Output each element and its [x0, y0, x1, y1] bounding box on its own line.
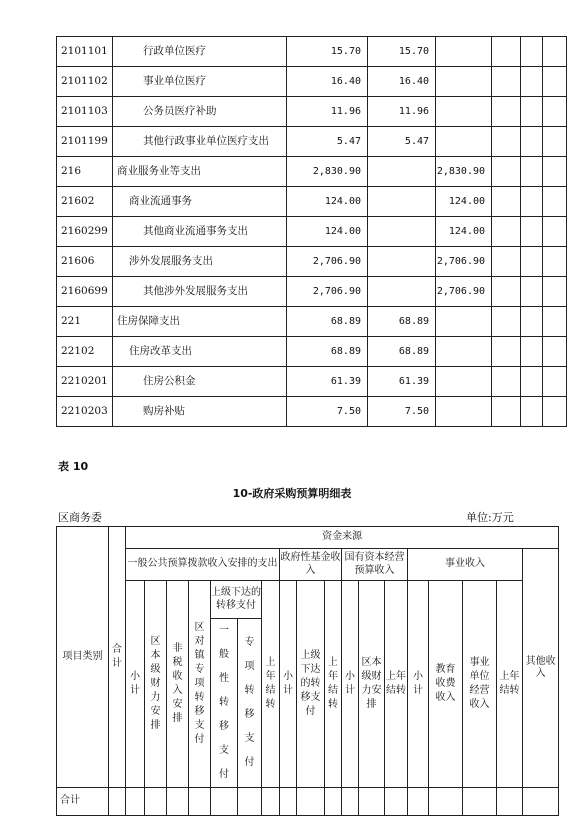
row-code: 216	[57, 157, 113, 187]
row-code: 22102	[57, 337, 113, 367]
row-general: 16.40	[368, 67, 436, 97]
row-name: 商业服务业等支出	[113, 157, 287, 187]
table-row	[57, 307, 567, 337]
row-fund: 2,706.90	[436, 247, 492, 277]
header-education-fee: 教育收费收入	[429, 581, 463, 788]
row-fund: 2,706.90	[436, 277, 492, 307]
table-row	[57, 217, 567, 247]
row-general: 68.89	[368, 337, 436, 367]
header-superior-transfer: 上级下达的转移支付	[211, 581, 262, 619]
header-district-finance: 区本级财力安排	[145, 581, 167, 788]
row-total: 5.47	[287, 127, 368, 157]
expense-table	[56, 36, 567, 427]
row-general: 61.39	[368, 367, 436, 397]
row-name: 公务员医疗补助	[113, 97, 287, 127]
row-fund	[436, 397, 492, 427]
row-name: 行政单位医疗	[113, 37, 287, 67]
row-general: 5.47	[368, 127, 436, 157]
row-code: 2160299	[57, 217, 113, 247]
row-name: 其他商业流通事务支出	[113, 217, 287, 247]
unit-label: 单位:万元	[466, 511, 514, 524]
header-gp-carryover: 上年结转	[262, 581, 280, 788]
header-institution-income: 事业收入	[408, 549, 523, 581]
row-name: 住房改革支出	[113, 337, 287, 367]
row-name: 其他涉外发展服务支出	[113, 277, 287, 307]
header-funding-source: 资金来源	[126, 527, 559, 549]
row-code: 2101199	[57, 127, 113, 157]
row-fund: 124.00	[436, 187, 492, 217]
department-label: 区商务委	[58, 511, 102, 524]
row-general: 15.70	[368, 37, 436, 67]
row-total: 124.00	[287, 187, 368, 217]
row-fund	[436, 97, 492, 127]
row-total: 11.96	[287, 97, 368, 127]
row-name: 涉外发展服务支出	[113, 247, 287, 277]
row-general: 68.89	[368, 307, 436, 337]
row-fund	[436, 67, 492, 97]
header-sc-carryover: 上年结转	[385, 581, 408, 788]
row-total: 61.39	[287, 367, 368, 397]
table-row	[57, 157, 567, 187]
row-general: 11.96	[368, 97, 436, 127]
row-fund	[436, 367, 492, 397]
table-row	[57, 247, 567, 277]
table-row	[57, 37, 567, 67]
row-code: 2101101	[57, 37, 113, 67]
row-fund	[436, 37, 492, 67]
table-number-label: 表 10	[58, 460, 89, 473]
header-general-public: 一般公共预算拨款收入安排的支出	[126, 549, 280, 581]
row-general	[368, 157, 436, 187]
row-fund: 2,830.90	[436, 157, 492, 187]
row-code: 2210203	[57, 397, 113, 427]
header-gf-carryover: 上年结转	[325, 581, 342, 788]
row-general: 7.50	[368, 397, 436, 427]
header-gf-subtotal: 小计	[280, 581, 297, 788]
row-total: 7.50	[287, 397, 368, 427]
header-operating-income: 事业单位经营收入	[463, 581, 497, 788]
header-gp-subtotal: 小计	[126, 581, 145, 788]
table-row	[57, 97, 567, 127]
row-name: 住房公积金	[113, 367, 287, 397]
row-total: 124.00	[287, 217, 368, 247]
header-general-transfer: 一般性转移支付	[211, 619, 238, 788]
header-gf-superior-transfer: 上级下达的转移支付	[297, 581, 325, 788]
page-title: 10-政府采购预算明细表	[232, 487, 352, 500]
header-nontax: 非税收入安排	[167, 581, 189, 788]
row-general	[368, 277, 436, 307]
table-row	[57, 277, 567, 307]
header-sc-subtotal: 小计	[342, 581, 359, 788]
header-gov-fund: 政府性基金收入	[280, 549, 342, 581]
row-name: 商业流通事务	[113, 187, 287, 217]
row-code: 2160699	[57, 277, 113, 307]
row-fund	[436, 307, 492, 337]
row-name: 购房补贴	[113, 397, 287, 427]
row-general	[368, 217, 436, 247]
row-total: 16.40	[287, 67, 368, 97]
row-fund	[436, 127, 492, 157]
row-name: 其他行政事业单位医疗支出	[113, 127, 287, 157]
row-code: 221	[57, 307, 113, 337]
header-project-category: 项目类别	[57, 527, 109, 788]
row-general	[368, 247, 436, 277]
row-code: 2101102	[57, 67, 113, 97]
row-code: 21602	[57, 187, 113, 217]
row-total: 2,830.90	[287, 157, 368, 187]
row-code: 2101103	[57, 97, 113, 127]
row-name: 住房保障支出	[113, 307, 287, 337]
row-fund: 124.00	[436, 217, 492, 247]
row-total: 2,706.90	[287, 247, 368, 277]
row-total: 68.89	[287, 337, 368, 367]
row-total: 68.89	[287, 307, 368, 337]
header-ii-carryover: 上年结转	[497, 581, 523, 788]
table-row	[57, 127, 567, 157]
row-code: 2210201	[57, 367, 113, 397]
row-total: 2,706.90	[287, 277, 368, 307]
header-state-capital: 国有资本经营预算收入	[342, 549, 408, 581]
header-other-income: 其他收入	[523, 549, 559, 788]
header-district-town-transfer: 区对镇专项转移支付	[189, 581, 211, 788]
total-row-label: 合计	[57, 788, 109, 816]
table-row	[57, 367, 567, 397]
header-total: 合计	[109, 527, 126, 788]
row-fund	[436, 337, 492, 367]
row-name: 事业单位医疗	[113, 67, 287, 97]
table-row	[57, 67, 567, 97]
table-row	[57, 397, 567, 427]
header-sc-district-finance: 区本级财力安排	[359, 581, 385, 788]
table-row	[57, 337, 567, 367]
header-special-transfer: 专项转移支付	[238, 619, 262, 788]
procurement-table	[56, 526, 559, 816]
header-ii-subtotal: 小计	[408, 581, 429, 788]
row-general	[368, 187, 436, 217]
row-total: 15.70	[287, 37, 368, 67]
table-row	[57, 187, 567, 217]
row-code: 21606	[57, 247, 113, 277]
